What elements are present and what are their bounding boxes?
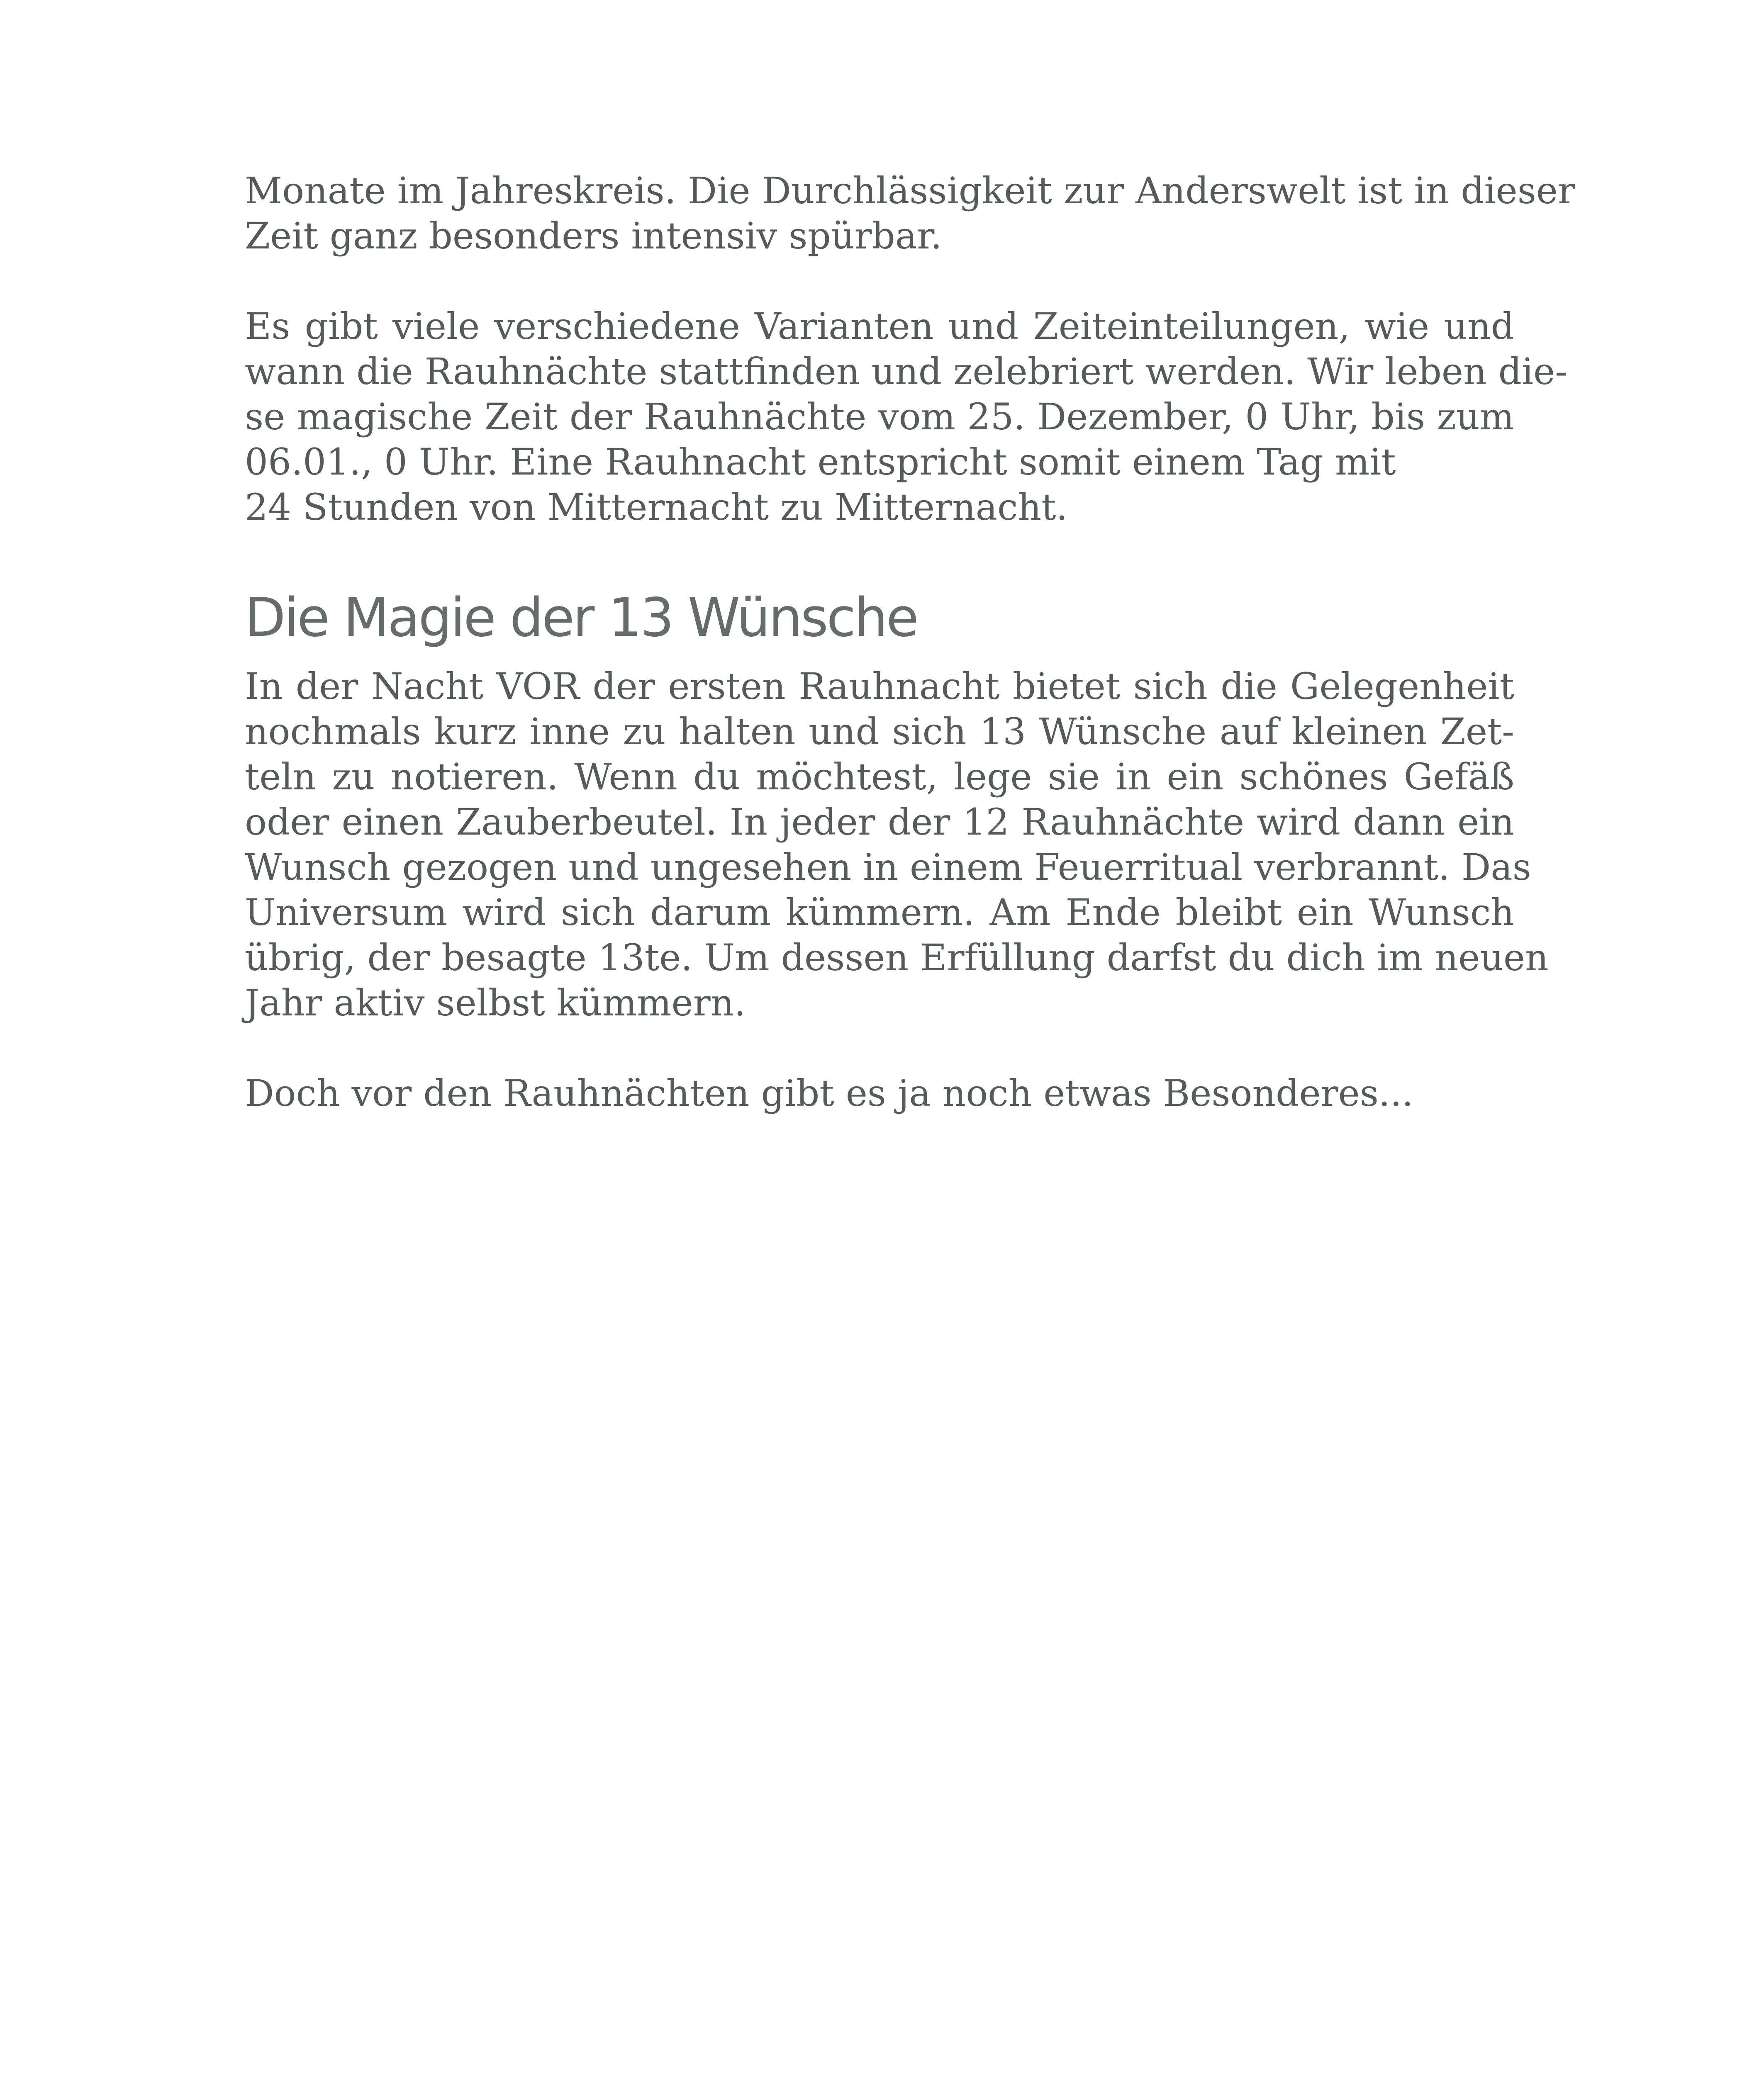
text-line: oder einen Zauberbeutel. In jeder der 12 Rauhnächte wird dann ein	[245, 801, 1514, 843]
paragraph-wuensche	[245, 664, 1549, 1025]
text-line: 24 Stunden von Mitternacht zu Mitternacht.	[245, 486, 1068, 528]
text-line: wann die Rauhnächte stattfinden und zelebriert werden. Wir leben die-	[245, 350, 1567, 393]
text-line: In der Nacht VOR der ersten Rauhnacht bietet sich die Gelegenheit	[245, 665, 1514, 708]
paragraph-spacer	[245, 258, 1514, 304]
text-line: Universum wird sich darum kümmern. Am Ende bleibt ein Wunsch	[245, 891, 1514, 934]
text-line: 06.01., 0 Uhr. Eine Rauhnacht entspricht somit einem Tag mit	[245, 441, 1396, 483]
paragraph-spacer	[245, 1025, 1514, 1071]
text-line: übrig, der besagte 13te. Um dessen Erfüllung darfst du dich im neuen	[245, 936, 1549, 979]
paragraph-besonderes	[245, 1071, 1514, 1116]
paragraph-anderswelt	[245, 168, 1576, 258]
text-line: Es gibt viele verschiedene Varianten und Zeiteinteilungen, wie und	[245, 305, 1514, 348]
section-heading: Die Magie der 13 Wünsche	[245, 587, 917, 649]
text-line: Jahr aktiv selbst kümmern.	[245, 981, 746, 1024]
text-line: Doch vor den Rauhnächten gibt es ja noch etwas Besonderes...	[245, 1072, 1413, 1115]
text-line: Zeit ganz besonders intensiv spürbar.	[245, 214, 942, 257]
paragraph-zeiteinteilungen	[245, 304, 1567, 530]
text-line: teln zu notieren. Wenn du möchtest, lege sie in ein schönes Gefäß	[245, 755, 1514, 798]
text-line: se magische Zeit der Rauhnächte vom 25. Dezember, 0 Uhr, bis zum	[245, 395, 1514, 438]
text-line: Monate im Jahreskreis. Die Durchlässigkeit zur Anderswelt ist in dieser	[245, 169, 1576, 212]
text-line: Wunsch gezogen und ungesehen in einem Feuerritual verbrannt. Das	[245, 846, 1531, 889]
page-content	[245, 168, 1576, 1116]
text-line: nochmals kurz inne zu halten und sich 13 Wünsche auf kleinen Zet-	[245, 710, 1514, 753]
